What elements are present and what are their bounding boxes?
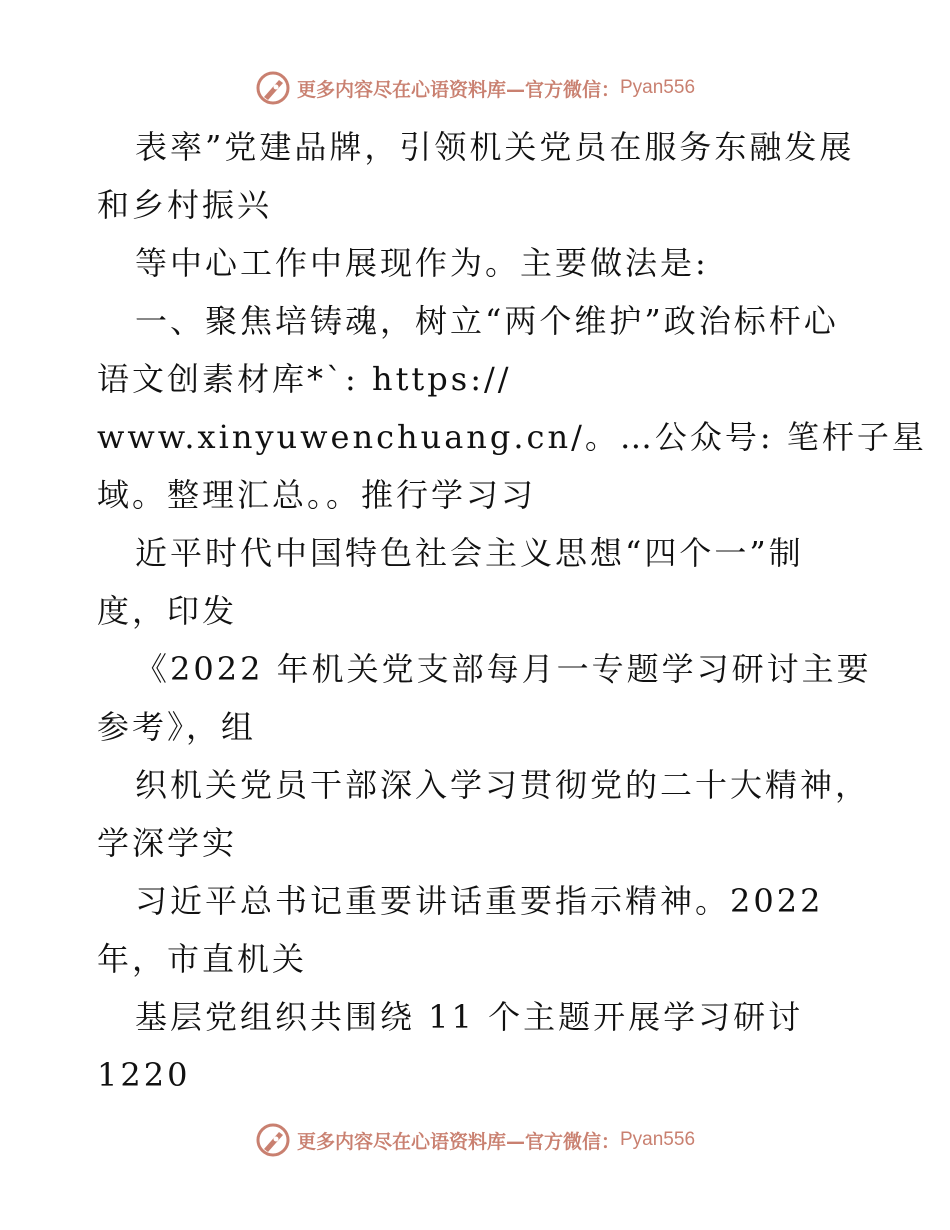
footer-watermark xyxy=(0,1122,950,1158)
text-line: 习近平总书记重要讲话重要指示精神。2022 xyxy=(135,882,824,920)
text-line: 基层党组织共围绕 11 个主题开展学习研讨 xyxy=(135,998,804,1036)
text-line: 和乡村振兴 xyxy=(97,186,273,224)
body-text xyxy=(97,118,927,1104)
pen-logo-icon xyxy=(255,70,291,106)
pen-logo-icon xyxy=(255,1122,291,1158)
text-line: 度，印发 xyxy=(97,592,238,630)
text-line: 一、聚焦培铸魂，树立“两个维护”政治标杆心 xyxy=(135,302,839,340)
text-line: 1220 xyxy=(97,1056,191,1094)
text-line: 参考》，组 xyxy=(97,708,257,746)
text-line: 域。整理汇总。。推行学习习 xyxy=(97,476,537,514)
text-line: www.xinyuwenchuang.cn/。…公众号: 笔杆子星 xyxy=(97,418,927,456)
text-line: 语文创素材库*`: https:// xyxy=(97,360,512,398)
text-line: 年，市直机关 xyxy=(97,940,308,978)
text-line: 近平时代中国特色社会主义思想“四个一”制 xyxy=(135,534,804,572)
text-line: 表率”党建品牌，引领机关党员在服务东融发展 xyxy=(135,128,855,166)
watermark-wechat-id: Pyan556 xyxy=(620,1129,696,1150)
text-line: 《2022 年机关党支部每月一专题学习研讨主要 xyxy=(135,650,872,688)
watermark-wechat-id: Pyan556 xyxy=(620,77,696,98)
watermark-text: 更多内容尽在心语资料库—官方微信： xyxy=(296,1130,620,1153)
watermark-text: 更多内容尽在心语资料库—官方微信： xyxy=(296,78,620,101)
text-line: 学深学实 xyxy=(97,824,238,862)
text-line: 织机关党员干部深入学习贯彻党的二十大精神， xyxy=(135,766,871,804)
text-line: 等中心工作中展现作为。主要做法是: xyxy=(135,244,709,282)
header-watermark xyxy=(0,70,950,106)
